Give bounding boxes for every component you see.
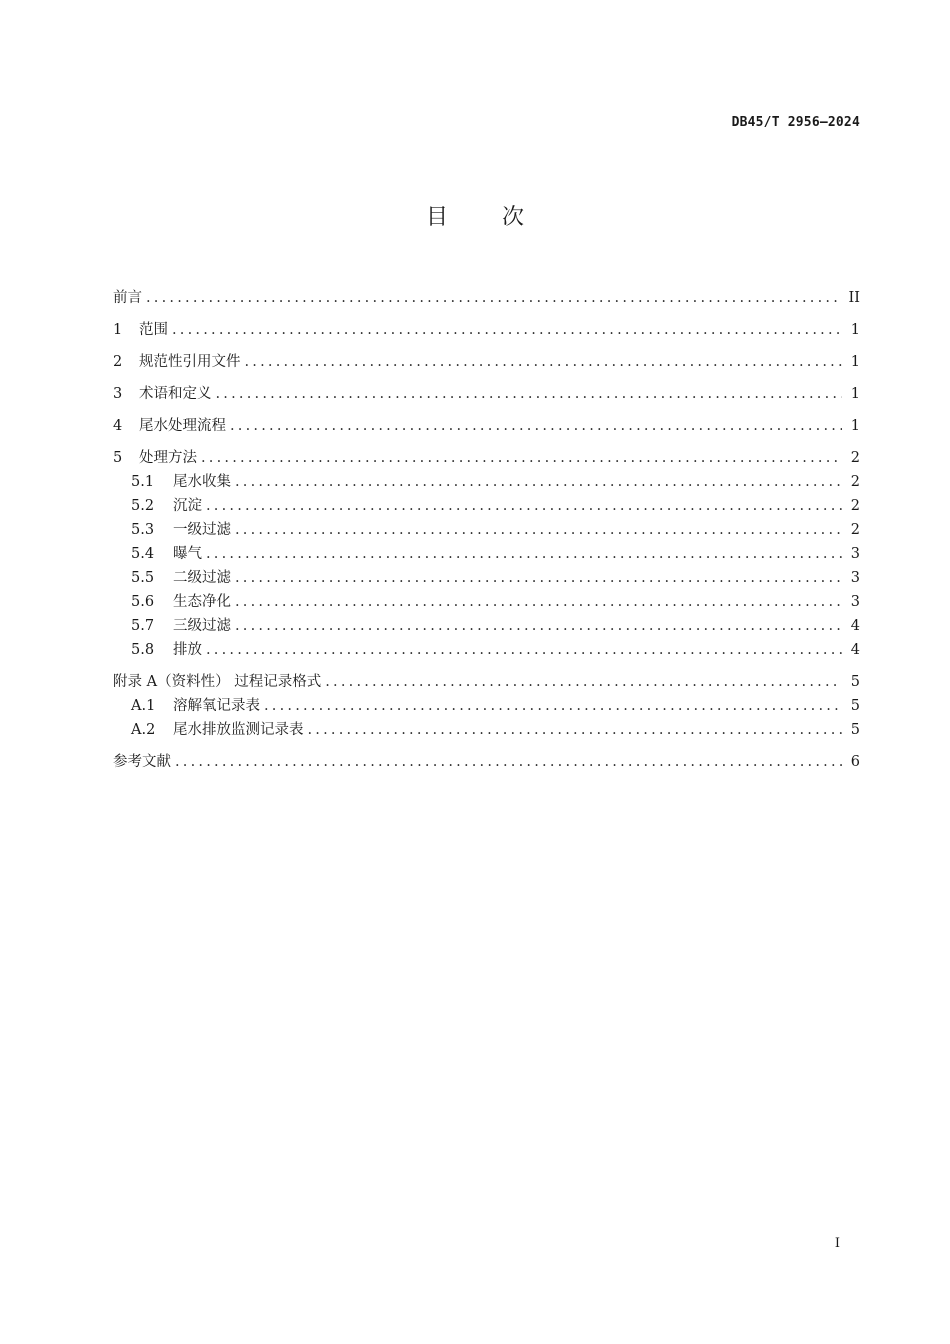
toc-entry-page: 3: [850, 546, 860, 562]
toc-entry-label: 三级过滤: [173, 618, 231, 634]
toc-entry[interactable]: [113, 286, 860, 310]
toc-entry-page: 2: [850, 498, 860, 514]
toc-entry-number: 5.8: [131, 642, 155, 658]
toc-entry-label: 术语和定义: [139, 386, 212, 402]
toc-entry-label: 沉淀: [173, 498, 202, 514]
toc-entry[interactable]: [113, 414, 860, 438]
toc-entry[interactable]: [113, 638, 860, 662]
toc-entry-page: 6: [850, 754, 860, 770]
toc-dot-leader: [146, 286, 842, 310]
toc-entry-label: 附录 A（资料性） 过程记录格式: [113, 674, 322, 690]
page-number: I: [834, 1236, 840, 1251]
toc-entry-page: 4: [850, 642, 860, 658]
toc-entry[interactable]: [113, 446, 860, 470]
page-title-char-1: 目: [425, 205, 448, 230]
toc-entry[interactable]: [113, 566, 860, 590]
toc-entry-number: 5.6: [131, 594, 155, 610]
toc-entry[interactable]: [113, 382, 860, 406]
toc-entry-label: 生态净化: [173, 594, 231, 610]
toc-entry-page: 3: [850, 570, 860, 586]
toc-entry[interactable]: [113, 614, 860, 638]
toc-dot-leader: [235, 590, 842, 614]
toc-entry-page: 3: [850, 594, 860, 610]
toc-entry-number: 4: [113, 418, 123, 434]
toc-entry-number: 2: [113, 354, 123, 370]
toc-dot-leader: [264, 694, 842, 718]
toc-entry-label: 参考文献: [113, 754, 171, 770]
toc-entry[interactable]: [113, 494, 860, 518]
toc-entry[interactable]: [113, 350, 860, 374]
toc-dot-leader: [230, 414, 842, 438]
toc-entry-number: A.1: [131, 698, 156, 714]
toc-entry-page: 2: [850, 522, 860, 538]
toc-entry[interactable]: [113, 750, 860, 774]
toc-dot-leader: [206, 542, 842, 566]
toc-entry[interactable]: [113, 590, 860, 614]
toc-entry-number: 5.3: [131, 522, 155, 538]
toc-entry-page: 5: [850, 674, 860, 690]
toc-dot-leader: [245, 350, 843, 374]
toc-entry-page: 5: [850, 722, 860, 738]
toc-dot-leader: [235, 566, 842, 590]
page-title: [0, 200, 950, 231]
toc-entry-label: 一级过滤: [173, 522, 231, 538]
toc-entry-label: 溶解氧记录表: [173, 698, 260, 714]
toc-entry[interactable]: [113, 718, 860, 742]
toc-entry[interactable]: [113, 670, 860, 694]
toc-dot-leader: [175, 750, 842, 774]
toc-entry-label: 规范性引用文件: [139, 354, 241, 370]
toc-entry-label: 尾水收集: [173, 474, 231, 490]
toc-entry-number: 5.5: [131, 570, 155, 586]
toc-dot-leader: [172, 318, 842, 342]
toc-entry[interactable]: [113, 694, 860, 718]
toc-entry-page: II: [848, 290, 860, 306]
toc-entry-number: 1: [113, 322, 123, 338]
toc-entry-number: 3: [113, 386, 123, 402]
toc-dot-leader: [235, 614, 842, 638]
toc-dot-leader: [201, 446, 842, 470]
toc-entry-page: 4: [850, 618, 860, 634]
toc-entry[interactable]: [113, 542, 860, 566]
toc-dot-leader: [235, 518, 842, 542]
toc-entry-number: A.2: [131, 722, 156, 738]
toc-entry-page: 1: [850, 322, 860, 338]
toc-dot-leader: [325, 670, 842, 694]
toc-entry-label: 尾水处理流程: [139, 418, 226, 434]
toc-entry-label: 前言: [113, 290, 142, 306]
toc-dot-leader: [235, 470, 842, 494]
toc-entry-number: 5.7: [131, 618, 155, 634]
toc-entry-label: 范围: [139, 322, 168, 338]
toc-dot-leader: [206, 494, 842, 518]
toc-entry[interactable]: [113, 470, 860, 494]
toc-entry-label: 二级过滤: [173, 570, 231, 586]
toc-entry-label: 尾水排放监测记录表: [173, 722, 304, 738]
toc-entry-page: 1: [850, 418, 860, 434]
toc-entry-label: 曝气: [173, 546, 202, 562]
toc-entry-label: 排放: [173, 642, 202, 658]
toc-entry-page: 1: [850, 354, 860, 370]
toc-entry-number: 5.2: [131, 498, 155, 514]
toc-entry-label: 处理方法: [139, 450, 197, 466]
toc-entry-page: 1: [850, 386, 860, 402]
toc-dot-leader: [308, 718, 843, 742]
toc-dot-leader: [216, 382, 843, 406]
document-code: DB45/T 2956—2024: [731, 115, 860, 130]
toc-entry-page: 2: [850, 450, 860, 466]
toc-entry-page: 2: [850, 474, 860, 490]
toc-entry-number: 5.4: [131, 546, 155, 562]
toc-dot-leader: [206, 638, 842, 662]
toc-entry[interactable]: [113, 318, 860, 342]
toc-entry-number: 5: [113, 450, 123, 466]
page-title-char-2: 次: [502, 205, 525, 230]
toc-entry-number: 5.1: [131, 474, 155, 490]
table-of-contents: [113, 286, 860, 774]
toc-entry-page: 5: [850, 698, 860, 714]
toc-entry[interactable]: [113, 518, 860, 542]
